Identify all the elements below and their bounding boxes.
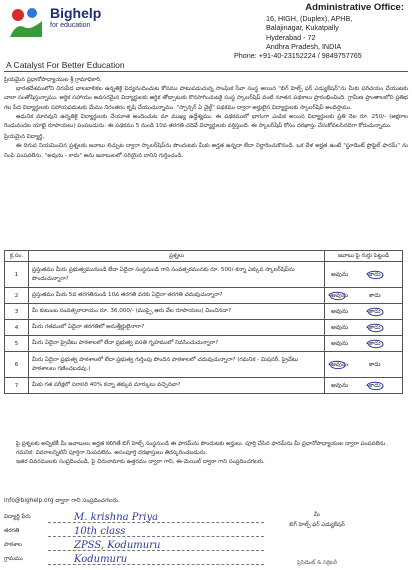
- answer-options: [325, 288, 403, 304]
- header-divider: [4, 71, 408, 72]
- student-name-field[interactable]: M. krishna Priya: [74, 512, 159, 523]
- question-text: మీరు ఏదైనా ప్రైవేటు పాఠశాలలో లేదా ప్రభుత్వ వసతి గృహములో నివసించుచున్నారా?: [29, 336, 325, 352]
- letter-paragraph: ఈ దిగువ నియమించిన ప్రశ్నలకు జవాబు లిచ్చుట ద్వారా స్కాలర్‌షిప్‌ను పొందుటకు మీకు అర్హత ఉన్నదా లేదా నిర్ధారించుకొనండి. ఒక వేళ అర్హత ఉంటే "స్టూడెంట్ ప్రొఫైల్ ఫారమ్" ను నింపి పంపవలెను. "అవును - కాదు" అను జవాబులలో సరియైన దానిని గుర్తించండి.: [4, 143, 408, 159]
- answer-no-option[interactable]: కాదు: [369, 323, 381, 331]
- answer-options: [325, 378, 403, 394]
- answer-options: [325, 320, 403, 336]
- answer-no-option[interactable]: కాదు: [369, 360, 381, 368]
- question-number: 2: [5, 288, 29, 304]
- answer-no-option[interactable]: కాదు: [369, 339, 381, 347]
- handwritten-answer-mark-icon: [327, 290, 347, 302]
- notes-block: [4, 440, 408, 468]
- answer-no-option[interactable]: కాదు: [369, 270, 381, 278]
- handwritten-answer-mark-icon: [365, 306, 385, 318]
- answer-yes-option[interactable]: అవును: [331, 381, 349, 389]
- answer-no-option[interactable]: కాదు: [369, 381, 381, 389]
- answer-no-option[interactable]: కాదు: [369, 307, 381, 315]
- table-row: [5, 378, 403, 394]
- address-line: Balajinagar, Kukatpally: [266, 23, 339, 33]
- question-text: ప్రస్తుతము మీరు 5వ తరగతినుండి 10వ తరగతి వరకు ఏదైనా తరగతి చదువుచున్నారా?: [29, 288, 325, 304]
- student-name-label: విద్యార్థి పేరు: [4, 514, 31, 520]
- table-row: [5, 262, 403, 288]
- note-paragraph: పై ప్రశ్నలకు అన్నిటికీ మీ జవాబులు అర్హత కలిగితే బిగ్ హెల్ప్ సంస్థనుండి ఈ ఫారమ్‌ను పొందుటకు అర్హులు. పూర్తి చేసిన ఫారమ్‌ను మీ ప్రధానోపాధ్యాయుల ద్వారా పంపవలెను.: [16, 441, 388, 447]
- answer-yes-option[interactable]: అవును: [331, 291, 349, 299]
- question-text: మీరు గతములో ఏదైనా తరగతిలో అనుత్తీర్ణులైనారా?: [29, 320, 325, 336]
- handwritten-answer-mark-icon: [327, 359, 347, 371]
- form-row-name: [4, 510, 264, 524]
- question-number: 4: [5, 320, 29, 336]
- question-text: మీకు గత పరీక్షలో సరాసరి 40% కన్నా తక్కువ మార్కులు వచ్చినవా?: [29, 378, 325, 394]
- address-line: Hyderabad - 72: [266, 32, 316, 42]
- greeting-headmaster: ప్రియమైన ప్రధానోపాధ్యాయుల శ్రీ గ్రామాధికారి,: [4, 77, 102, 83]
- letter-paragraph: భారతదేశములోని నిరుపేద బాలబాలికల ఉన్నతికై విద్యనందించుట కోసము పాటుపడుచున్న సాంఘిక సేవా సంస్థ అయిన "బిగ్ హెల్ప్ ఫర్ ఎడ్యుకేషన్"ను మీకు పరిచయం చేయుటకు చాలా సంతోషిస్తున్నాము. అర్థిక సహాయం అవసరమైన విద్యార్థులకు ఆర్థిక తోడ్పాటుకు కొనసాగించుటకై సంస్థ స్కాలర్‌షిప్ వంటి నూతన పథకాలు ప్రారంభించింది. గ్రామీణ ప్రాంతాలలోని ప్రతిభ గల పేద విద్యార్థులకు సహాయపడుటకు మేము నిరంతరం కృషి చేయుచున్నాము. "స్పాన్సర్ ఏ చైల్డ్" పథకము ద్వారా అర్హులైన విద్యార్థులకు స్కాలర్‌షిప్ అందిస్తాము.: [4, 86, 408, 111]
- logo-name: Bighelp: [50, 5, 102, 21]
- signature-block: [252, 510, 382, 530]
- table-row: [5, 352, 403, 378]
- answer-yes-option[interactable]: అవును: [331, 323, 349, 331]
- signature-organization: బిగ్ హెల్ప్ ఫర్ ఎడ్యుకేషన్: [289, 522, 345, 528]
- question-number: 3: [5, 304, 29, 320]
- form-row-class: [4, 524, 264, 538]
- answer-options: [325, 262, 403, 288]
- answer-yes-option[interactable]: అవును: [331, 270, 349, 278]
- answer-yes-option[interactable]: అవును: [331, 307, 349, 315]
- student-details-form: [4, 510, 264, 566]
- address-line: 16, HIGH, (Duplex), APHB,: [266, 14, 353, 24]
- bighelp-logo-icon: [6, 3, 46, 41]
- form-row-school: [4, 538, 264, 552]
- answer-options: [325, 304, 403, 320]
- tagline: A Catalyst For Better Education: [6, 60, 125, 70]
- handwritten-answer-mark-icon: [365, 322, 385, 334]
- question-number: 1: [5, 262, 29, 288]
- question-text: మీరు ఏదైనా ప్రభుత్వ పాఠశాలలో లేదా ప్రభుత్వ గుర్తింపు పొందిన పాఠశాలలో చదువుచున్నారా? (గమనిక - మిషనరీ, ప్రైవేటు పాఠశాలలు గణించబడవు.): [29, 352, 325, 378]
- note-paragraph: గమనిక: వివరాలన్నిటినీ పూర్తిగా నింపవలెను. అసంపూర్తి దరఖాస్తులు తిరస్కరించబడును.: [16, 450, 208, 457]
- letter-paragraph: ఆధునిక మానవుని ఉన్నతికై విద్యార్థులకు చేయూత అందించుట మా ముఖ్య ఉద్దేశ్యము. ఈ పథకములో భాగంగా ఎంపిక అయిన విద్యార్థులకు ప్రతి నెల రూ. 250/- (అక్షరాల రెండువందల యాభై రూపాయలు) పంపబడును. ఈ పథకము 5 నుండి 10వ తరగతి చదివే విద్యార్థులకు వర్తిస్తుంది. ఈ స్కాలర్‌షిప్ కోసం దరఖాస్తు చేసుకోవలసినదిగా కోరుచున్నాము.: [4, 113, 408, 130]
- question-text: మీ కుటుంబ సంవత్సరాదాయం రూ. 36,000/- (ముప్పై ఆరు వేల రూపాయలు) మించినదా?: [29, 304, 325, 320]
- answer-yes-option[interactable]: అవును: [331, 360, 349, 368]
- question-number: 6: [5, 352, 29, 378]
- column-header-answer: జవాబు పై గుర్తు పెట్టండి: [325, 251, 403, 262]
- table-header-row: [5, 251, 403, 262]
- answer-yes-option[interactable]: అవును: [331, 339, 349, 347]
- table-row: [5, 304, 403, 320]
- office-phone: Phone: +91-40-23152224 / 9849757765: [234, 51, 362, 61]
- signature-title: ప్రెసిడెంట్ & సెక్రెటరీ: [296, 560, 337, 566]
- table-row: [5, 288, 403, 304]
- class-field[interactable]: 10th class: [74, 526, 126, 537]
- table-row: [5, 320, 403, 336]
- answer-no-option[interactable]: కాదు: [369, 291, 381, 299]
- signature-salutation: మీ: [314, 512, 320, 518]
- school-label: పాఠశాల: [4, 542, 22, 548]
- question-number: 7: [5, 378, 29, 394]
- handwritten-answer-mark-icon: [365, 380, 385, 392]
- village-field[interactable]: Kodumuru: [74, 554, 128, 565]
- handwritten-answer-mark-icon: [365, 338, 385, 350]
- office-address-block: [234, 2, 404, 61]
- greeting-student: ప్రియమైన విద్యార్థి,: [4, 134, 45, 141]
- form-row-village: [4, 552, 264, 566]
- answer-options: [325, 336, 403, 352]
- letter-body: [4, 76, 408, 161]
- column-header-question: ప్రశ్నలు: [29, 251, 325, 262]
- column-header-number: క్ర.సం.: [5, 251, 29, 262]
- logo-subtitle: for education: [50, 22, 91, 29]
- question-text: ప్రస్తుతము మీరు ప్రభుత్వమునుండి లేదా ఏదైనా సంస్థనుండి గాని సంవత్సరమునకు రూ. 500/-కన్నా ఎక్కువ స్కాలర్‌షిప్‌ను పొందుచున్నారా?: [29, 262, 325, 288]
- question-number: 5: [5, 336, 29, 352]
- handwritten-answer-mark-icon: [365, 269, 385, 281]
- village-label: గ్రామము: [4, 556, 23, 562]
- bighelp-logo: [6, 3, 146, 47]
- class-label: తరగతి: [4, 528, 20, 534]
- address-line: Andhra Pradesh, INDIA: [266, 41, 342, 51]
- office-title: Administrative Office:: [305, 2, 404, 13]
- contact-email: info@bighelp.org ద్వారా గాని సంప్రదించగలరు.: [4, 498, 120, 504]
- eligibility-table: [4, 250, 403, 394]
- answer-options: [325, 352, 403, 378]
- table-row: [5, 336, 403, 352]
- note-paragraph: ఇతర వివరములకు సంప్రదించండి, పై చిరునామాకు ఉత్తరము ద్వారా గాని, ఈ-మెయిల్ ద్వారా గాని సంప్రదించగలరు.: [16, 459, 265, 466]
- school-field[interactable]: ZPSS, Kodumuru: [74, 540, 161, 551]
